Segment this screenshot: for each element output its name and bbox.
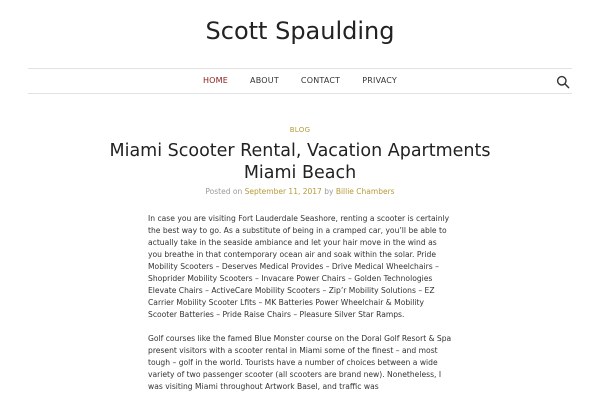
nav-item-privacy[interactable]: PRIVACY bbox=[362, 76, 398, 85]
post-author-link[interactable]: Billie Chambers bbox=[335, 187, 395, 196]
posted-on-label: Posted on bbox=[205, 187, 243, 196]
post-date-link[interactable]: September 11, 2017 bbox=[244, 187, 322, 196]
nav-item-home[interactable]: HOME bbox=[202, 76, 229, 85]
post-paragraph: Golf courses like the famed Blue Monster course on the Doral Golf Resort & Spa present visitors with a scooter rental in Miami some of the finest – and most tough – golf in the world. Tourists have a number of choices between a wide variety of two passenger scooter (all scooters are brand new). Nonetheless, I was visiting Miami throughout Artwork Basel, and traffic was bbox=[148, 334, 452, 391]
search-icon[interactable] bbox=[556, 74, 570, 88]
nav-item-contact[interactable]: CONTACT bbox=[300, 76, 341, 85]
by-label: by bbox=[324, 187, 334, 196]
post-category-link[interactable]: BLOG bbox=[289, 126, 311, 134]
site-title[interactable]: Scott Spaulding bbox=[205, 17, 395, 45]
post-content bbox=[148, 213, 453, 400]
post-paragraph: In case you are visiting Fort Lauderdale Seashore, renting a scooter is certainly the best way to go. As a substitute of being in a cramped car, you’ll be able to actually take in the seaside ambiance and let your hair move in the wind as you breathe in that contemporary ocean air and soak within the solar. Pride Mobility Scooters – Deserves Medical Provides – Drive Medical Wheelchairs – Shoprider Mobility Scooters – Invacare Power Chairs – Golden Technologies Elevate Chairs – ActiveCare Mobility Scooters – Zip’r Mobility Solutions – EZ Carrier Mobility Scooter Lfits – MK Batteries Power Wheelchair & Mobility Scooter Batteries – Pride Raise Chairs – Pleasure Silver Star Ramps. bbox=[148, 214, 450, 319]
nav-menu bbox=[28, 69, 572, 93]
nav-item-about[interactable]: ABOUT bbox=[250, 76, 279, 85]
post-meta bbox=[0, 187, 600, 196]
post-title: Miami Scooter Rental, Vacation Apartments Miami Beach bbox=[109, 141, 491, 183]
main-navigation bbox=[28, 68, 572, 94]
search-icon-glyph bbox=[556, 75, 570, 89]
